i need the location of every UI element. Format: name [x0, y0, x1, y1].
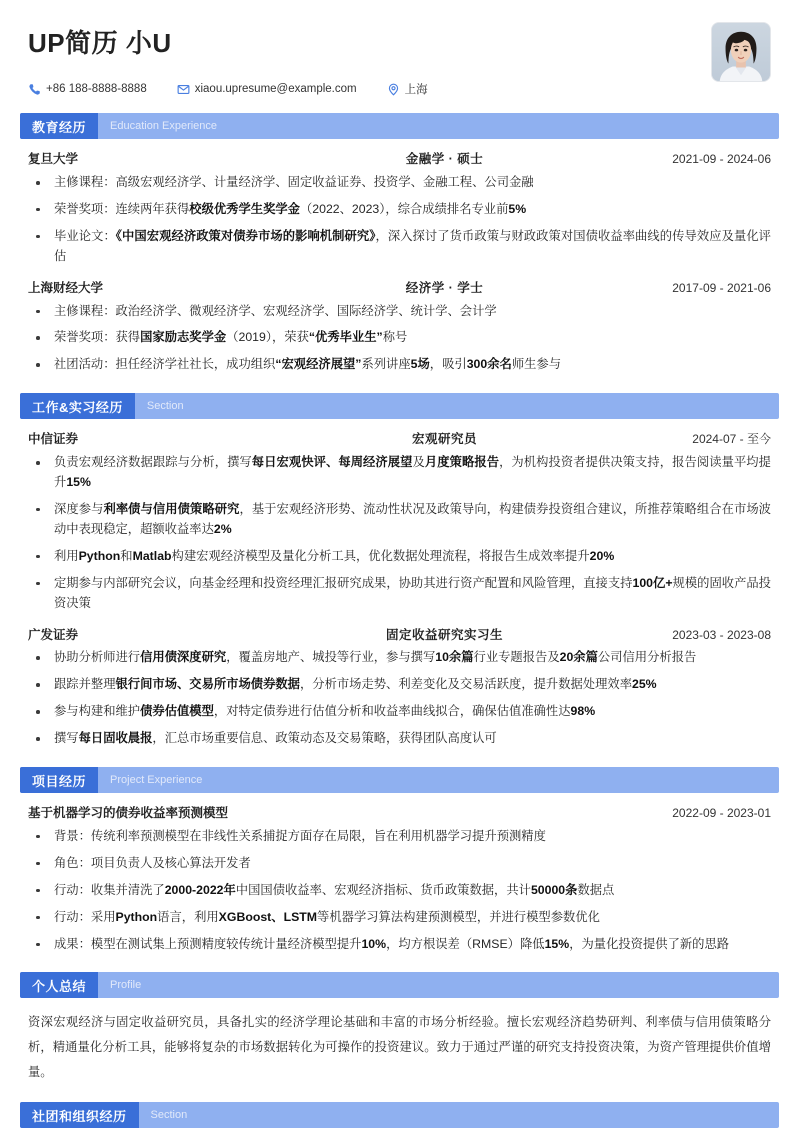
entry-role: 固定收益研究实习生: [385, 627, 503, 642]
bullet-item: 撰写每日固收晨报，汇总市场重要信息、政策动态及交易策略，获得团队高度认可: [22, 729, 777, 749]
entry-organization: 广发证券: [28, 627, 79, 642]
bullet-item: 行动：收集并清洗了2000-2022年中国国债收益率、宏观经济指标、货币政策数据，共计50000条数据点: [22, 881, 777, 901]
entry-role: 宏观研究员: [411, 432, 477, 447]
section-header-bar: [20, 767, 779, 793]
contact-location-value: 上海: [404, 84, 428, 97]
section: [20, 767, 779, 954]
bullet-item: 负责宏观经济数据跟踪与分析，撰写每日宏观快评、每周经济展望及月度策略报告，为机构投资者提供决策支持，报告阅读量平均提升15%: [22, 453, 777, 493]
entry-organization: 复旦大学: [28, 152, 79, 167]
bullet-item: 协助分析师进行信用债深度研究，覆盖房地产、城投等行业，参与撰写10余篇行业专题报告及20余篇公司信用分析报告: [22, 648, 777, 668]
bullet-item: 行动：采用Python语言，利用XGBoost、LSTM等机器学习算法构建预测模型，并进行模型参数优化: [22, 908, 777, 928]
entry-header: [22, 431, 777, 448]
header-left: [20, 22, 711, 97]
entry-date-range: 2022-09 - 2023-01: [672, 806, 771, 821]
sections-root: [20, 113, 779, 1128]
entry-header: [22, 280, 777, 297]
bullet-list: [22, 827, 777, 955]
entry-header: [22, 151, 777, 168]
section-title-cn: 教育经历: [20, 113, 98, 139]
section-body: [20, 151, 779, 375]
section-title-cn: 社团和组织经历: [20, 1102, 139, 1128]
entry-date-range: 2021-09 - 2024-06: [672, 152, 771, 167]
bullet-item: 背景：传统利率预测模型在非线性关系捕捉方面存在局限，旨在利用机器学习提升预测精度: [22, 827, 777, 847]
section-header-bar: [20, 113, 779, 139]
contact-location: [387, 81, 428, 97]
contact-phone-value: +86 188-8888-8888: [46, 83, 147, 96]
avatar: [711, 22, 771, 82]
experience-entry: [22, 431, 777, 613]
experience-entry: [22, 280, 777, 376]
profile-paragraph: 资深宏观经济与固定收益研究员，具备扎实的经济学理论基础和丰富的市场分析经验。擅长宏观经济趋势研判、利率债与信用债策略分析，精通量化分析工具，能够将复杂的市场数据转化为可操作的投资建议。致力于通过严谨的研究支持投资决策，为资产管理提供价值增量。: [28, 1015, 771, 1079]
bullet-item: 角色：项目负责人及核心算法开发者: [22, 854, 777, 874]
phone-icon: [28, 83, 41, 96]
section-title-en: Section: [150, 1109, 188, 1122]
mail-icon: [177, 83, 190, 96]
section-title-en: Education Experience: [110, 120, 218, 133]
section-body: [20, 1010, 779, 1084]
contact-email: [177, 83, 357, 96]
section-title-en: Project Experience: [110, 774, 203, 786]
bullet-item: 利用Python和Matlab构建宏观经济模型及量化分析工具，优化数据处理流程，将报告生成效率提升20%: [22, 547, 777, 567]
section: [20, 972, 779, 1084]
entry-organization: 中信证券: [28, 432, 79, 447]
section-body: [20, 805, 779, 954]
entry-organization: 基于机器学习的债券收益率预测模型: [28, 806, 229, 820]
page-title: UP简历 小U: [28, 28, 172, 58]
bullet-item: 社团活动：担任经济学社社长，成功组织“宏观经济展望”系列讲座5场，吸引300余名师生参与: [22, 355, 777, 375]
contact-phone: [28, 83, 147, 96]
bullet-item: 深度参与利率债与信用债策略研究，基于宏观经济形势、流动性状况及政策导向，构建债券投资组合建议，所推荐策略组合在市场波动中表现稳定，超额收益率达2%: [22, 500, 777, 540]
section-title-en: Profile: [110, 979, 142, 992]
bullet-item: 荣誉奖项：获得国家励志奖学金（2019），荣获“优秀毕业生”称号: [22, 328, 777, 348]
entry-header: [22, 627, 777, 644]
experience-entry: [22, 805, 777, 954]
contact-row: [28, 81, 711, 97]
entry-role: 金融学 · 硕士: [405, 152, 484, 167]
section-title-en: Section: [146, 400, 184, 413]
location-icon: [387, 83, 400, 96]
bullet-item: 跟踪并整理银行间市场、交易所市场债券数据，分析市场走势、利差变化及交易活跃度，提升数据处理效率25%: [22, 675, 777, 695]
section-title-cn: 个人总结: [20, 972, 98, 998]
bullet-item: 参与构建和维护债券估值模型，对特定债券进行估值分析和收益率曲线拟合，确保估值准确性达98%: [22, 702, 777, 722]
bullet-list: [22, 453, 777, 613]
resume-header: [20, 0, 779, 97]
experience-entry: [22, 627, 777, 750]
section-title-cn: 工作&实习经历: [20, 393, 135, 419]
entry-date-range: 2024-07 - 至今: [692, 432, 771, 447]
contact-email-value: xiaou.upresume@example.com: [194, 83, 357, 96]
bullet-list: [22, 302, 777, 376]
bullet-item: 毕业论文：《中国宏观经济政策对债券市场的影响机制研究》，深入探讨了货币政策与财政政策对国债收益率曲线的传导效应及量化评估: [22, 227, 777, 267]
section: [20, 393, 779, 749]
section-header-bar: [20, 972, 779, 998]
section-header-bar: [20, 393, 779, 419]
entry-header: [22, 805, 777, 822]
bullet-item: 成果：模型在测试集上预测精度较传统计量经济模型提升10%，均方根误差（RMSE）降低15%，为量化投资提供了新的思路: [22, 935, 777, 955]
section: [20, 113, 779, 375]
bullet-item: 定期参与内部研究会议，向基金经理和投资经理汇报研究成果，协助其进行资产配置和风险管理，直接支持100亿+规模的固收产品投资决策: [22, 574, 777, 614]
section-body: [20, 431, 779, 749]
entry-date-range: 2023-03 - 2023-08: [672, 627, 771, 642]
bullet-list: [22, 173, 777, 267]
bullet-item: 主修课程：政治经济学、微观经济学、宏观经济学、国际经济学、统计学、会计学: [22, 302, 777, 322]
bullet-list: [22, 648, 777, 749]
section-title-cn: 项目经历: [20, 767, 98, 793]
bullet-item: 荣誉奖项：连续两年获得校级优秀学生奖学金（2022、2023），综合成绩排名专业前5%: [22, 200, 777, 220]
section: [20, 1102, 779, 1128]
section-header-bar: [20, 1102, 779, 1128]
entry-date-range: 2017-09 - 2021-06: [672, 280, 771, 295]
entry-organization: 上海财经大学: [28, 280, 104, 295]
entry-role: 经济学 · 学士: [405, 280, 484, 295]
bullet-item: 主修课程：高级宏观经济学、计量经济学、固定收益证券、投资学、金融工程、公司金融: [22, 173, 777, 193]
experience-entry: [22, 151, 777, 267]
